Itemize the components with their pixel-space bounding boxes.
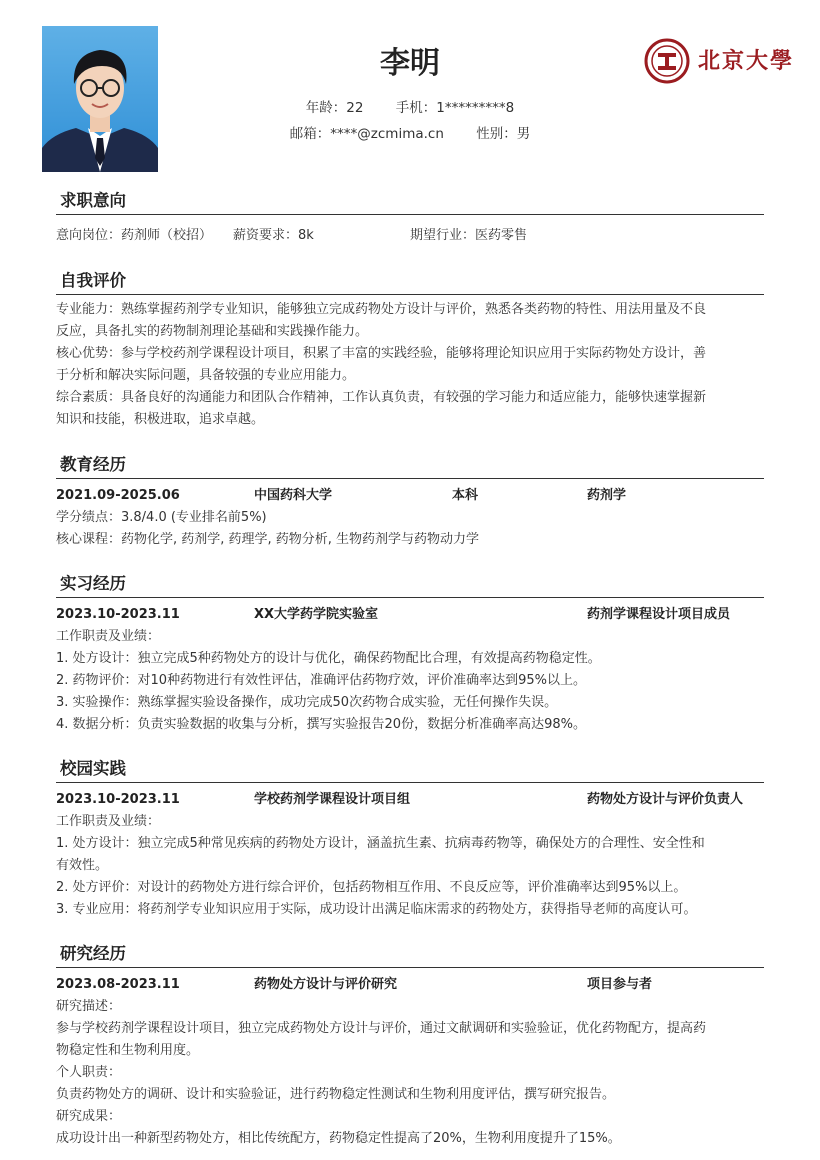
self-evaluation-body bbox=[56, 299, 764, 431]
email-label: 邮箱： bbox=[289, 126, 331, 142]
research-project: 药物处方设计与评价研究 bbox=[254, 977, 398, 992]
text-line: 1. 处方设计：独立完成5种常见疾病的药物处方设计，涵盖抗生素、抗病毒药物等，确保处方的合理性、安全性和 bbox=[56, 836, 705, 851]
text-line: 核心课程：药物化学, 药剂学, 药理学, 药物分析, 生物药剂学与药物动力学 bbox=[56, 532, 480, 547]
age-label: 年龄： bbox=[305, 100, 347, 116]
intended-position: 意向岗位：药剂师（校招） bbox=[56, 228, 213, 243]
campus-date: 2023.10-2023.11 bbox=[56, 792, 180, 807]
basic-info-row-2 bbox=[0, 122, 820, 142]
education-header-row bbox=[56, 485, 764, 507]
resume-header bbox=[0, 0, 820, 180]
expected-industry: 期望行业：医药零售 bbox=[410, 228, 528, 243]
school-name: 中国药科大学 bbox=[254, 488, 333, 503]
candidate-name: 李明 bbox=[380, 46, 440, 81]
campus-practice-title: 校园实践 bbox=[56, 756, 764, 783]
text-line: 综合素质：具备良好的沟通能力和团队合作精神，工作认真负责，有较强的学习能力和适应能力，能够快速掌握新 bbox=[56, 390, 707, 405]
text-line: 知识和技能，积极进取，追求卓越。 bbox=[56, 412, 265, 427]
job-intent-section bbox=[56, 188, 764, 247]
text-line: 负责药物处方的调研、设计和实验验证，进行药物稳定性测试和生物利用度评估，撰写研究报告。 bbox=[56, 1087, 616, 1102]
text-line: 3. 实验操作：熟练掌握实验设备操作，成功完成50次药物合成实验，无任何操作失误。 bbox=[56, 695, 558, 710]
gender-value: 男 bbox=[516, 126, 531, 142]
internship-role: 药剂学课程设计项目成员 bbox=[587, 607, 731, 622]
text-line: 2. 处方评价：对设计的药物处方进行综合评价，包括药物相互作用、不良反应等，评价准确率达到95%以上。 bbox=[56, 880, 687, 895]
text-line: 反应，具备扎实的药物制剂理论基础和实践操作能力。 bbox=[56, 324, 369, 339]
basic-info-row-1 bbox=[0, 96, 820, 116]
text-line: 于分析和解决实际问题，具备较强的专业应用能力。 bbox=[56, 368, 356, 383]
education-section bbox=[56, 452, 764, 551]
degree: 本科 bbox=[452, 488, 479, 503]
internship-date: 2023.10-2023.11 bbox=[56, 607, 180, 622]
age-value: 22 bbox=[346, 100, 364, 116]
text-line: 3. 专业应用：将药剂学专业知识应用于实际，成功设计出满足临床需求的药物处方，获得指导老师的高度认可。 bbox=[56, 902, 697, 917]
text-line: 2. 药物评价：对10种药物进行有效性评估，准确评估药物疗效，评价准确率达到95%以上。 bbox=[56, 673, 586, 688]
text-line: 参与学校药剂学课程设计项目，独立完成药物处方设计与评价，通过文献调研和实验验证，优化药物配方，提高药 bbox=[56, 1021, 707, 1036]
research-section bbox=[56, 941, 764, 1150]
gender-item bbox=[476, 122, 530, 142]
text-line: 个人职责： bbox=[56, 1065, 122, 1080]
internship-header-row bbox=[56, 604, 764, 626]
internship-section bbox=[56, 571, 764, 736]
education-title: 教育经历 bbox=[56, 452, 764, 479]
email-item bbox=[290, 122, 444, 142]
email-value: ****@zcmima.cn bbox=[330, 126, 444, 142]
phone-label: 手机： bbox=[395, 100, 437, 116]
phone-item bbox=[396, 96, 514, 116]
self-evaluation-title: 自我评价 bbox=[56, 268, 764, 295]
major: 药剂学 bbox=[587, 488, 627, 503]
text-line: 物稳定性和生物利用度。 bbox=[56, 1043, 200, 1058]
text-line: 核心优势：参与学校药剂学课程设计项目，积累了丰富的实践经验，能够将理论知识应用于实际药物处方设计，善 bbox=[56, 346, 707, 361]
campus-practice-section bbox=[56, 756, 764, 921]
text-line: 工作职责及业绩： bbox=[56, 814, 161, 829]
campus-role: 药物处方设计与评价负责人 bbox=[587, 792, 744, 807]
text-line: 研究描述： bbox=[56, 999, 122, 1014]
research-header-row bbox=[56, 974, 764, 996]
research-role: 项目参与者 bbox=[587, 977, 653, 992]
text-line: 学分绩点：3.8/4.0 (专业排名前5%) bbox=[56, 510, 267, 525]
self-evaluation-section bbox=[56, 268, 764, 431]
text-line: 专业能力：熟练掌握药剂学专业知识，能够独立完成药物处方设计与评价，熟悉各类药物的特性、用法用量及不良 bbox=[56, 302, 707, 317]
gender-label: 性别： bbox=[476, 126, 517, 142]
research-title: 研究经历 bbox=[56, 941, 764, 968]
university-logo-text: 北京大學 bbox=[698, 48, 795, 74]
salary-requirement: 薪资要求：8k bbox=[233, 228, 314, 243]
university-seal-icon bbox=[644, 38, 692, 84]
education-date: 2021.09-2025.06 bbox=[56, 488, 180, 503]
job-intent-row bbox=[56, 225, 764, 247]
text-line: 有效性。 bbox=[56, 858, 109, 873]
text-line: 1. 处方设计：独立完成5种药物处方的设计与优化，确保药物配比合理，有效提高药物稳定性。 bbox=[56, 651, 601, 666]
university-logo bbox=[644, 38, 794, 84]
text-line: 成功设计出一种新型药物处方，相比传统配方，药物稳定性提高了20%，生物利用度提升了15%。 bbox=[56, 1131, 621, 1146]
phone-value: 1*********8 bbox=[436, 100, 515, 116]
text-line: 4. 数据分析：负责实验数据的收集与分析，撰写实验报告20份，数据分析准确率高达98%。 bbox=[56, 717, 586, 732]
text-line: 工作职责及业绩： bbox=[56, 629, 161, 644]
research-date: 2023.08-2023.11 bbox=[56, 977, 180, 992]
campus-org: 学校药剂学课程设计项目组 bbox=[254, 792, 411, 807]
age-item bbox=[306, 96, 364, 116]
text-line: 研究成果： bbox=[56, 1109, 122, 1124]
campus-header-row bbox=[56, 789, 764, 811]
internship-org: XX大学药学院实验室 bbox=[254, 607, 379, 622]
internship-title: 实习经历 bbox=[56, 571, 764, 598]
job-intent-title: 求职意向 bbox=[56, 188, 764, 215]
